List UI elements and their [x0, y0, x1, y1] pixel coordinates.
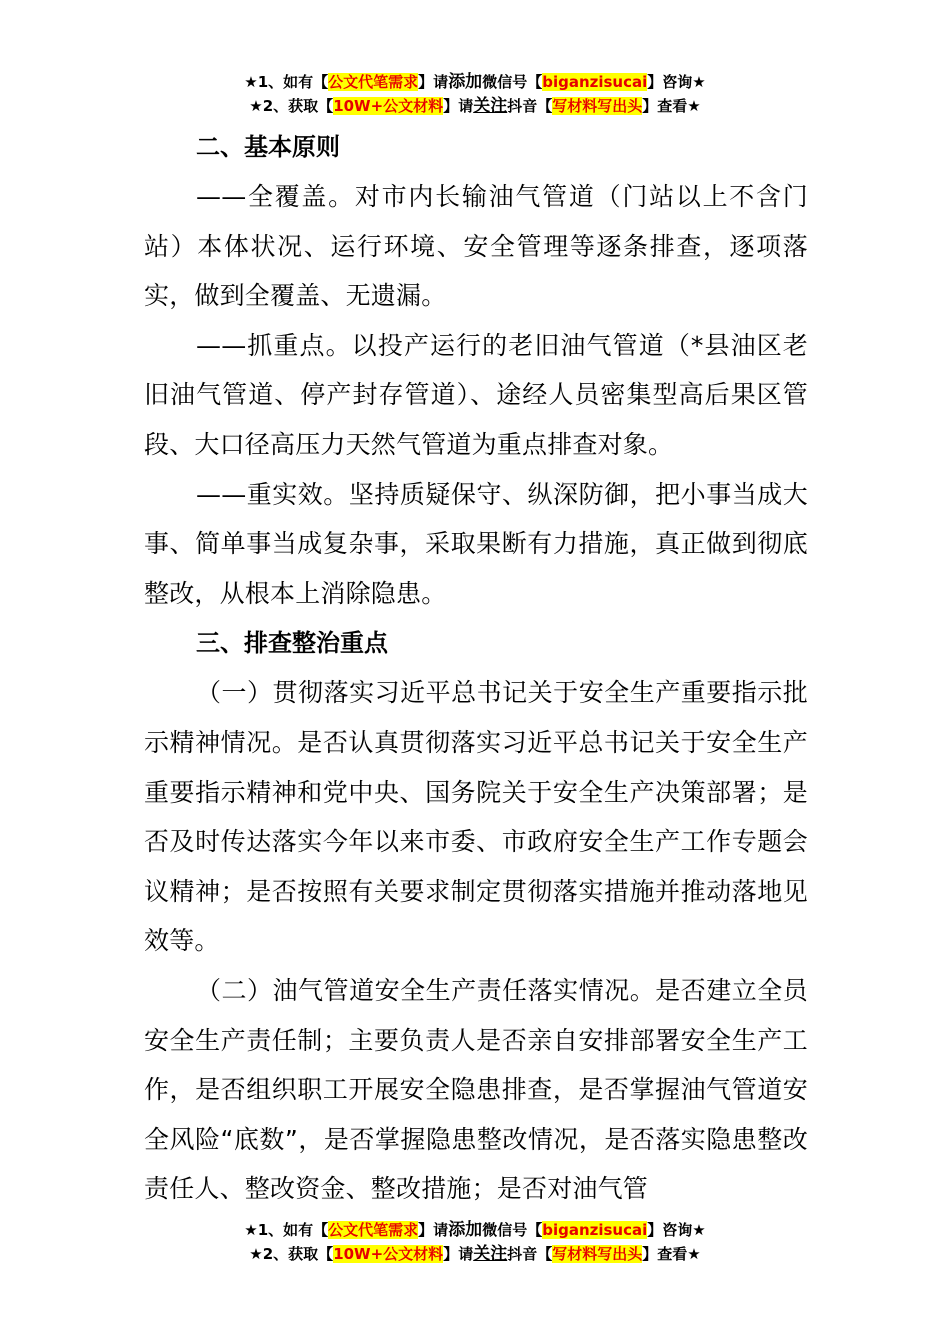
banner-text: ★2、获取【: [249, 1245, 334, 1263]
banner-text: 】请: [443, 1245, 474, 1263]
banner-highlight: 公文代笔需求: [328, 1221, 419, 1239]
banner-emphasis: 关注: [473, 1244, 508, 1264]
banner-highlight: 公文代笔需求: [328, 73, 419, 91]
paragraph: ——抓重点。以投产运行的老旧油气管道（*县油区老旧油气管道、停产封存管道）、途经人员密集型高后果区管段、大口径高压力天然气管道为重点排查对象。: [144, 330, 808, 459]
banner-text: 】请: [418, 73, 449, 91]
banner-text: 抖音【: [507, 97, 553, 115]
banner-text: ★1、如有【: [244, 1221, 329, 1239]
banner-highlight: biganzisucai: [542, 73, 648, 91]
banner-line-2: [0, 1242, 950, 1266]
banner-highlight: 10W+公文材料: [333, 1245, 444, 1263]
banner-emphasis: 添加: [448, 72, 483, 92]
paragraph: ——重实效。坚持质疑保守、纵深防御，把小事当成大事、简单事当成复杂事，采取果断有力措施，真正做到彻底整改，从根本上消除隐患。: [144, 479, 808, 608]
banner-highlight: biganzisucai: [542, 1221, 648, 1239]
banner-line-1: [0, 70, 950, 94]
banner-text: 】咨询★: [647, 1221, 706, 1239]
banner-text: 抖音【: [507, 1245, 553, 1263]
banner-text: 】咨询★: [647, 73, 706, 91]
banner-text: 】请: [443, 97, 474, 115]
banner-line-2: [0, 94, 950, 118]
document-body: [144, 122, 808, 1214]
bottom-banner: [0, 1218, 950, 1266]
banner-text: 微信号【: [482, 73, 543, 91]
section-heading: 二、基本原则: [196, 133, 340, 161]
banner-emphasis: 关注: [473, 96, 508, 116]
banner-text: 】查看★: [642, 1245, 701, 1263]
banner-text: ★2、获取【: [249, 97, 334, 115]
banner-highlight: 写材料写出头: [552, 97, 643, 115]
banner-text: 】请: [418, 1221, 449, 1239]
top-banner: [0, 70, 950, 118]
banner-highlight: 10W+公文材料: [333, 97, 444, 115]
banner-emphasis: 添加: [448, 1220, 483, 1240]
section-heading: 三、排查整治重点: [196, 629, 388, 658]
banner-line-1: [0, 1218, 950, 1242]
banner-text: 微信号【: [482, 1221, 543, 1239]
banner-highlight: 写材料写出头: [552, 1245, 643, 1263]
paragraph: （一）贯彻落实习近平总书记关于安全生产重要指示批示精神情况。是否认真贯彻落实习近平总书记关于安全生产重要指示精神和党中央、国务院关于安全生产决策部署；是否及时传达落实今年以来市委、市政府安全生产工作专题会议精神；是否按照有关要求制定贯彻落实措施并推动落地见效等。: [144, 678, 808, 956]
paragraph: （二）油气管道安全生产责任落实情况。是否建立全员安全生产责任制；主要负责人是否亲自安排部署安全生产工作，是否组织职工开展安全隐患排查，是否掌握油气管道安全风险“底数”，是否掌握隐患整改情况，是否落实隐患整改责任人、整改资金、整改措施；是否对油气管: [144, 975, 808, 1204]
banner-text: ★1、如有【: [244, 73, 329, 91]
banner-text: 】查看★: [642, 97, 701, 115]
paragraph: ——全覆盖。对市内长输油气管道（门站以上不含门站）本体状况、运行环境、安全管理等逐条排查，逐项落实，做到全覆盖、无遗漏。: [144, 182, 808, 311]
